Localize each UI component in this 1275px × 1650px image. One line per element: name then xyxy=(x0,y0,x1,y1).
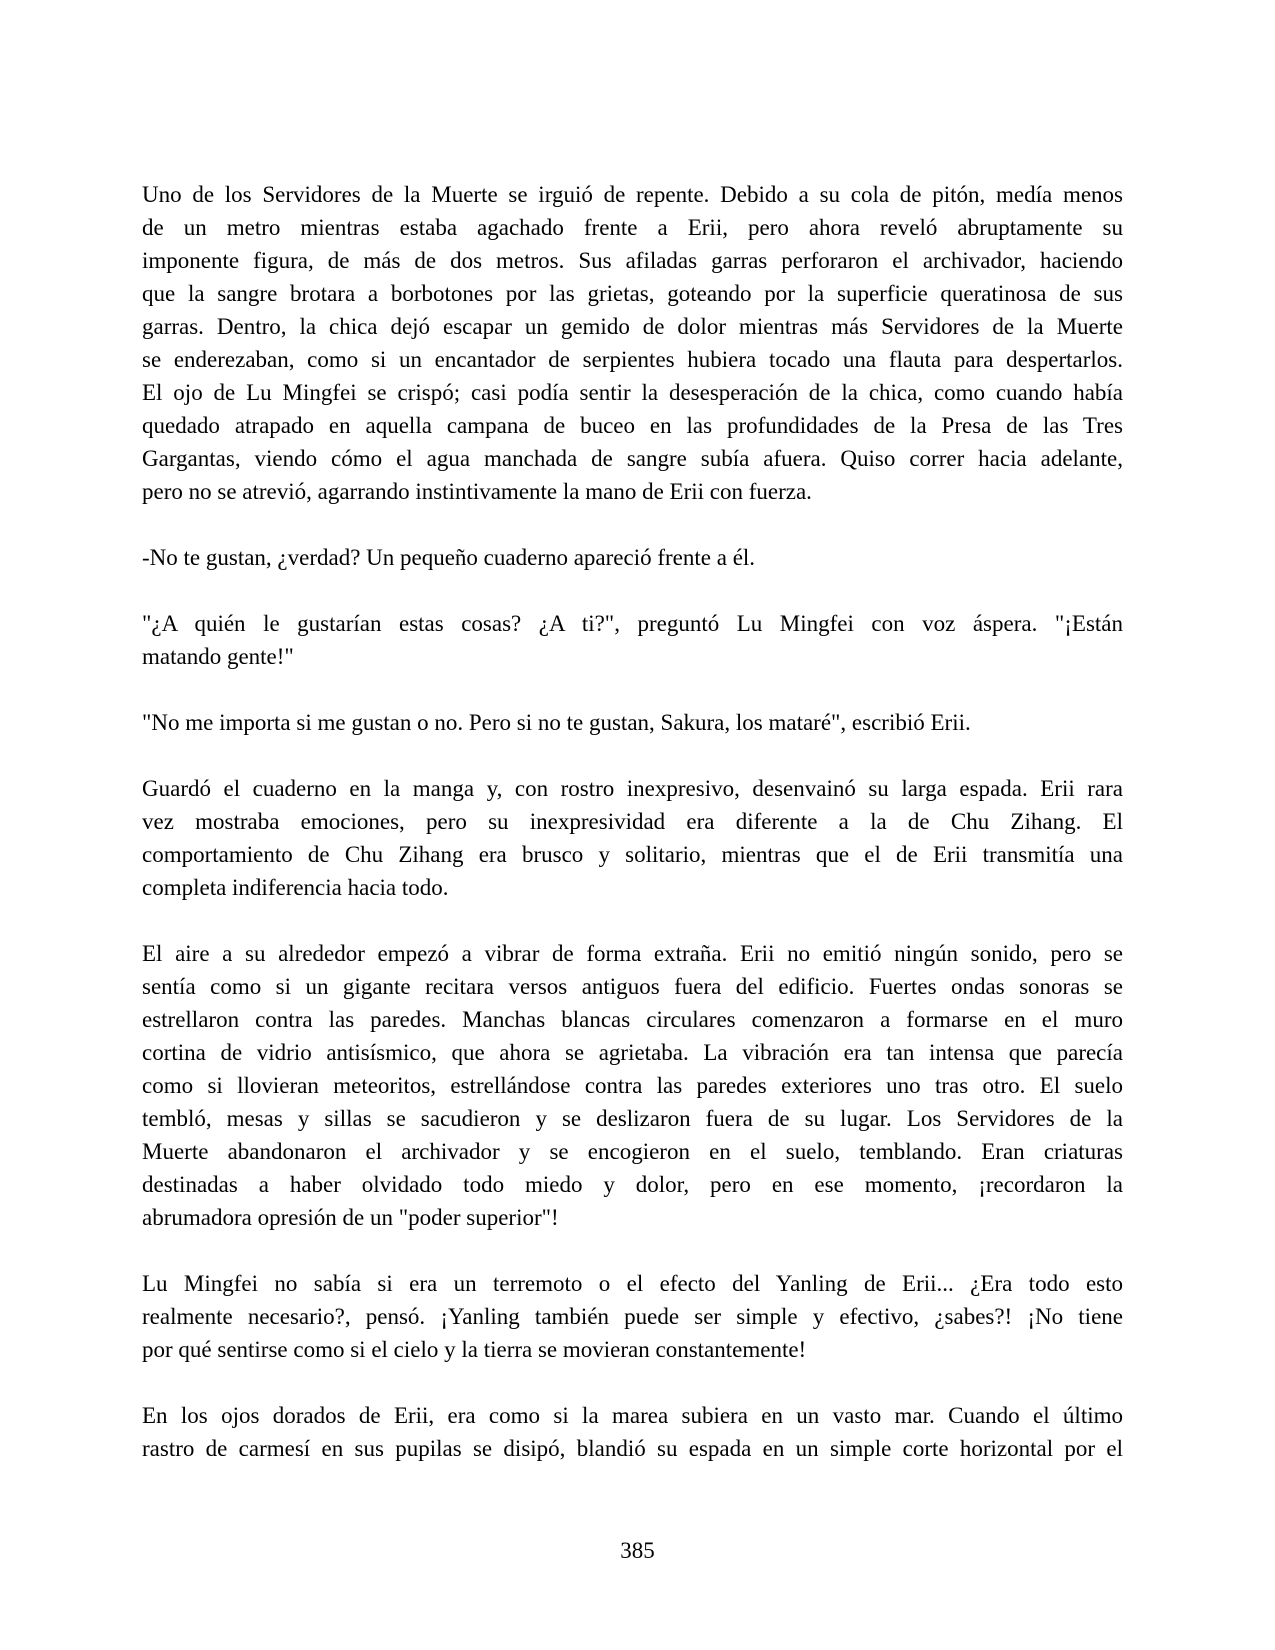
text-line: garras. Dentro, la chica dejó escapar un gemido de dolor mientras más Servidores de la Muerte xyxy=(142,314,1123,339)
text-line: Muerte abandonaron el archivador y se encogieron en el suelo, temblando. Eran criaturas xyxy=(142,1139,1123,1164)
page-number: 385 xyxy=(620,1538,655,1563)
paragraph xyxy=(142,937,1123,1234)
text-line: pero no se atrevió, agarrando instintivamente la mano de Erii con fuerza. xyxy=(142,479,812,504)
text-line: sentía como si un gigante recitara versos antiguos fuera del edificio. Fuertes ondas sonoras se xyxy=(142,974,1123,999)
text-line: matando gente!" xyxy=(142,644,294,669)
text-line: se enderezaban, como si un encantador de serpientes hubiera tocado una flauta para despertarlos. xyxy=(142,347,1123,372)
text-line: destinadas a haber olvidado todo miedo y dolor, pero en ese momento, ¡recordaron la xyxy=(142,1172,1123,1197)
paragraph xyxy=(142,178,1123,508)
text-line: tembló, mesas y sillas se sacudieron y se deslizaron fuera de su lugar. Los Servidores de la xyxy=(142,1106,1123,1131)
text-line: En los ojos dorados de Erii, era como si la marea subiera en un vasto mar. Cuando el último xyxy=(142,1403,1123,1428)
text-line: quedado atrapado en aquella campana de buceo en las profundidades de la Presa de las Tres xyxy=(142,413,1123,438)
text-line: que la sangre brotara a borbotones por las grietas, goteando por la superficie queratinosa de sus xyxy=(142,281,1123,306)
text-line: de un metro mientras estaba agachado frente a Erii, pero ahora reveló abruptamente su xyxy=(142,215,1123,240)
text-line: abrumadora opresión de un "poder superior"! xyxy=(142,1205,559,1230)
paragraph xyxy=(142,706,1123,739)
paragraph xyxy=(142,1399,1123,1465)
text-line: "¿A quién le gustarían estas cosas? ¿A ti?", preguntó Lu Mingfei con voz áspera. "¡Están xyxy=(142,611,1123,636)
page-footer xyxy=(0,1534,1275,1567)
text-line: -No te gustan, ¿verdad? Un pequeño cuaderno apareció frente a él. xyxy=(142,545,756,570)
text-line: Guardó el cuaderno en la manga y, con rostro inexpresivo, desenvainó su larga espada. Erii rara xyxy=(142,776,1123,801)
paragraph xyxy=(142,607,1123,673)
document-body xyxy=(142,178,1123,1498)
text-line: cortina de vidrio antisísmico, que ahora se agrietaba. La vibración era tan intensa que parecía xyxy=(142,1040,1123,1065)
text-line: El ojo de Lu Mingfei se crispó; casi podía sentir la desesperación de la chica, como cuando había xyxy=(142,380,1123,405)
text-line: como si llovieran meteoritos, estrellándose contra las paredes exteriores uno tras otro. El suelo xyxy=(142,1073,1123,1098)
text-line: comportamiento de Chu Zihang era brusco y solitario, mientras que el de Erii transmitía una xyxy=(142,842,1123,867)
text-line: vez mostraba emociones, pero su inexpresividad era diferente a la de Chu Zihang. El xyxy=(142,809,1123,834)
text-line: rastro de carmesí en sus pupilas se disipó, blandió su espada en un simple corte horizontal por el xyxy=(142,1436,1123,1461)
text-line: Gargantas, viendo cómo el agua manchada de sangre subía afuera. Quiso correr hacia adelante, xyxy=(142,446,1123,471)
text-line: por qué sentirse como si el cielo y la tierra se movieran constantemente! xyxy=(142,1337,807,1362)
text-line: "No me importa si me gustan o no. Pero si no te gustan, Sakura, los mataré", escribió Erii. xyxy=(142,710,971,735)
paragraph xyxy=(142,772,1123,904)
text-line: imponente figura, de más de dos metros. Sus afiladas garras perforaron el archivador, haciendo xyxy=(142,248,1123,273)
text-line: El aire a su alrededor empezó a vibrar de forma extraña. Erii no emitió ningún sonido, pero se xyxy=(142,941,1123,966)
text-line: Uno de los Servidores de la Muerte se irguió de repente. Debido a su cola de pitón, medía menos xyxy=(142,182,1123,207)
text-line: completa indiferencia hacia todo. xyxy=(142,875,449,900)
text-line: realmente necesario?, pensó. ¡Yanling también puede ser simple y efectivo, ¿sabes?! ¡No tiene xyxy=(142,1304,1123,1329)
paragraph xyxy=(142,541,1123,574)
text-line: estrellaron contra las paredes. Manchas blancas circulares comenzaron a formarse en el muro xyxy=(142,1007,1123,1032)
paragraph xyxy=(142,1267,1123,1366)
text-line: Lu Mingfei no sabía si era un terremoto o el efecto del Yanling de Erii... ¿Era todo esto xyxy=(142,1271,1123,1296)
